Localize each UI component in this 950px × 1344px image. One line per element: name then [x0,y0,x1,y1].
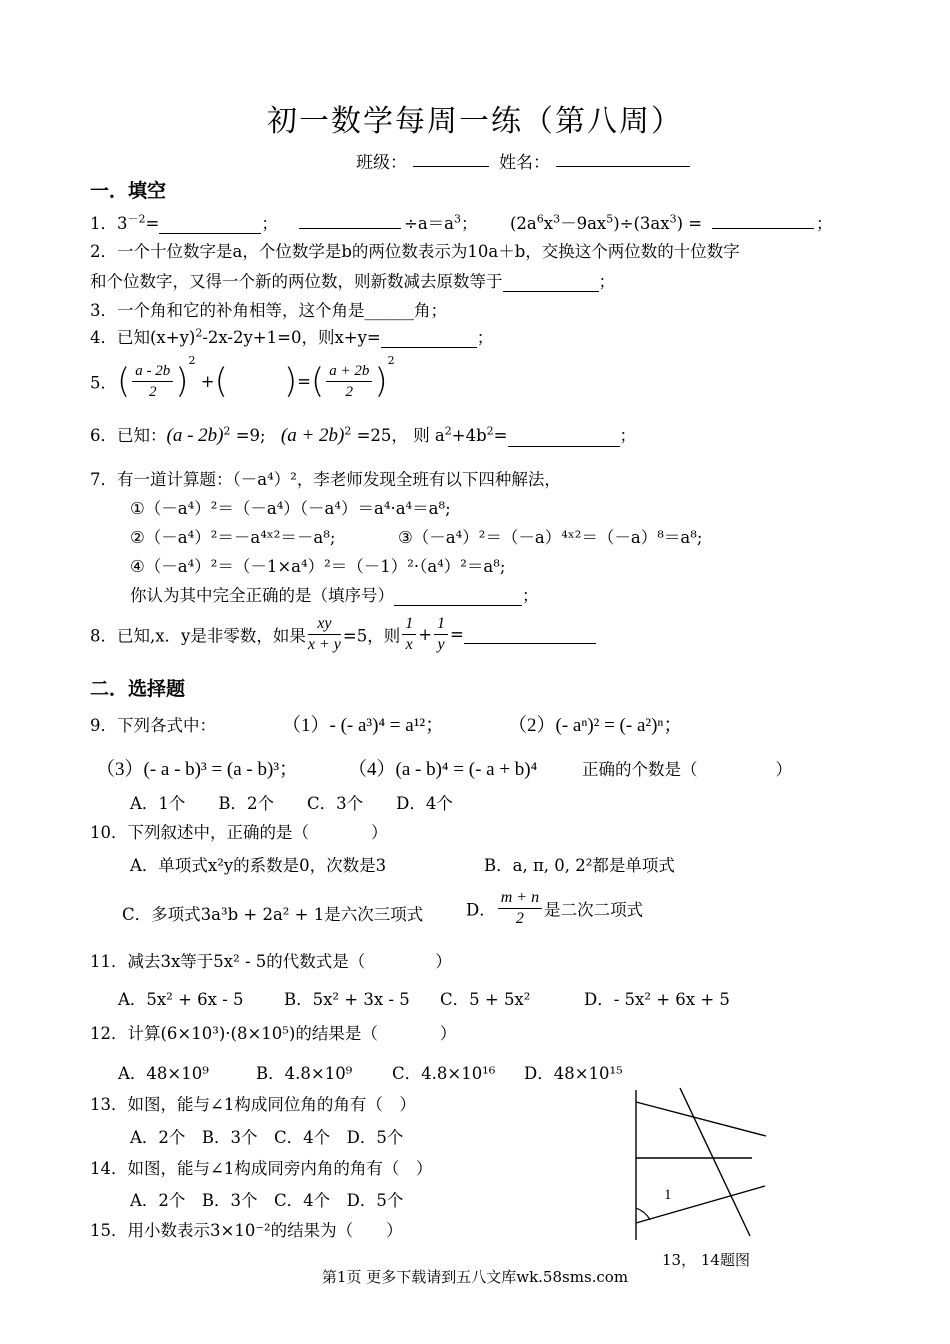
class-label: 班级： [356,153,407,173]
q7-solution-4: ④（－a⁴）²＝（－1×a⁴）²＝（－1）²·（a⁴）²＝a⁸; [130,557,506,576]
q1-part-b: $\div a=a^3$； [404,212,478,233]
q9-ask: 正确的个数是（ ） [582,760,792,779]
q1-exp: －2 [127,212,146,226]
class-blank[interactable] [413,148,489,167]
figure-line-bottom [636,1186,765,1223]
q7-solution-3: ③（－a⁴）²＝（－a）⁴ˣ²＝（－a）⁸＝a⁸; [398,528,703,547]
figure-line-diagonal [680,1088,750,1236]
figure-caption: 13， 14题图 [662,1251,750,1269]
q9-item-1: （1）- (- a³)⁴ = a¹²； [282,715,445,736]
q1-semi-1: ； [261,214,278,233]
q15-stem: 15．用小数表示3×10⁻²的结果为（ ） [90,1221,403,1240]
question-7-intro: 7．有一道计算题：（－a⁴）²，李老师发现全班有以下四种解法， [90,470,561,489]
question-6: 6．已知：(a - 2b)$^2$ =9; $(a + 2b)^2 =25$， 则 $a^2+4b^2=$ ； [90,424,636,446]
q9-options: A．1个 B．2个 C．3个 D．4个 [130,794,453,813]
q12-option-c: C．4.8×10¹⁶ [392,1064,496,1083]
q9-item-2: （2）(- aⁿ)² = (- a²)ⁿ； [508,715,683,736]
q13-stem: 13．如图，能与∠1构成同位角的角有（ ） [90,1095,416,1114]
q7-ask: 你认为其中完全正确的是（填序号） ； [130,586,539,605]
q1-part-c: $(2a^6x^3-9ax^5)\div(3ax^3)$ = [510,212,703,233]
q10-option-b: B．a, π, 0, 2²都是单项式 [484,856,675,875]
q11-stem: 11．减去3x等于5x² - 5的代数式是（ ） [90,952,452,971]
question-4: 4．已知$(x+y)^2-2x-2y+1=0$，则x+y= ； [90,326,494,347]
q7-solution-1: ①（－a⁴）²＝（－a⁴）（－a⁴）＝a⁴·a⁴＝a⁸; [130,499,451,518]
q1-blank-2[interactable] [299,210,401,229]
q14-stem: 14．如图，能与∠1构成同旁内角的角有（ ） [90,1159,433,1178]
page-title: 初一数学每周一练（第八周） [267,104,683,139]
question-8: 8．已知,x．y是非零数，如果 $\frac{xy}{x + y}$ =5，则 $\frac{1}{x}$ + $\frac{1}{y}$ = [90,614,596,655]
q9-item-4: （4）(a - b)⁴ = (- a + b)⁴ [348,759,538,780]
q7-solution-2: ②（－a⁴）²＝－a⁴ˣ²＝－a⁸; [130,528,336,547]
q10-stem: 10．下列叙述中，正确的是（ ） [90,823,388,842]
question-5: 5．( $\frac{a - 2b}{2}$ )$^2$ +( )=( $\frac{a + 2b}{2}$ )$^2$ [90,354,395,402]
q2-blank[interactable] [503,273,599,292]
angle-1-label: 1 [664,1187,672,1203]
q1-eq: = [145,214,160,233]
q6-blank[interactable] [508,428,620,447]
q11-option-d: D．- 5x² + 6x + 5 [584,990,730,1009]
q9-item-3: （3）(- a - b)³ = (a - b)³； [96,759,299,780]
q1-blank-1[interactable] [159,215,261,234]
page-footer: 第1页 更多下载请到五八文库wk.58sms.com [321,1268,629,1286]
q12-option-a: A．48×10⁹ [118,1064,209,1083]
q1-semi-3: ； [816,214,833,233]
question-3: 3．一个角和它的补角相等，这个角是______角； [90,301,447,320]
q8-blank[interactable] [464,625,596,644]
q12-stem: 12．计算(6×10³)·(8×10⁵)的结果是（ ） [90,1024,457,1043]
q10-option-d: D． $\frac{m + n}{2}$ 是二次二项式 [466,889,644,927]
q11-option-a: A．5x² + 6x - 5 [118,990,244,1009]
section-fill-blank: 一．填空 [90,180,167,202]
name-blank[interactable] [556,148,690,167]
angle-arc [636,1208,650,1220]
q12-option-b: B．4.8×10⁹ [256,1064,353,1083]
q12-option-d: D．48×10¹⁵ [524,1064,623,1083]
q14-options: A．2个 B．3个 C．4个 D．5个 [130,1191,404,1210]
q11-option-b: B．5x² + 3x - 5 [284,990,410,1009]
q9-stem: 9．下列各式中： [90,716,216,735]
q1-base: 3 [117,214,128,233]
question-2-line1: 2．一个十位数字是a，个位数学是b的两位数表示为10a＋b，交换这个两位数的十位数字 [90,242,740,261]
question-2-line2: 和个位数字，又得一个新的两位数，则新数减去原数等于 ； [90,272,615,291]
geometry-figure [620,1080,780,1250]
q7-blank[interactable] [394,587,522,606]
q1-num: 1． [90,214,117,233]
q10-option-a: A．单项式x²y的系数是0，次数是3 [130,856,387,875]
name-label: 姓名： [499,153,550,173]
q4-blank[interactable] [381,329,477,348]
section-choice: 二．选择题 [90,678,186,700]
question-1 [90,210,278,234]
q13-options: A．2个 B．3个 C．4个 D．5个 [130,1128,404,1147]
q11-option-c: C．5 + 5x² [440,990,531,1009]
q1-blank-3[interactable] [712,210,814,229]
q10-option-c: C．多项式3a³b + 2a² + 1是六次三项式 [122,905,424,924]
